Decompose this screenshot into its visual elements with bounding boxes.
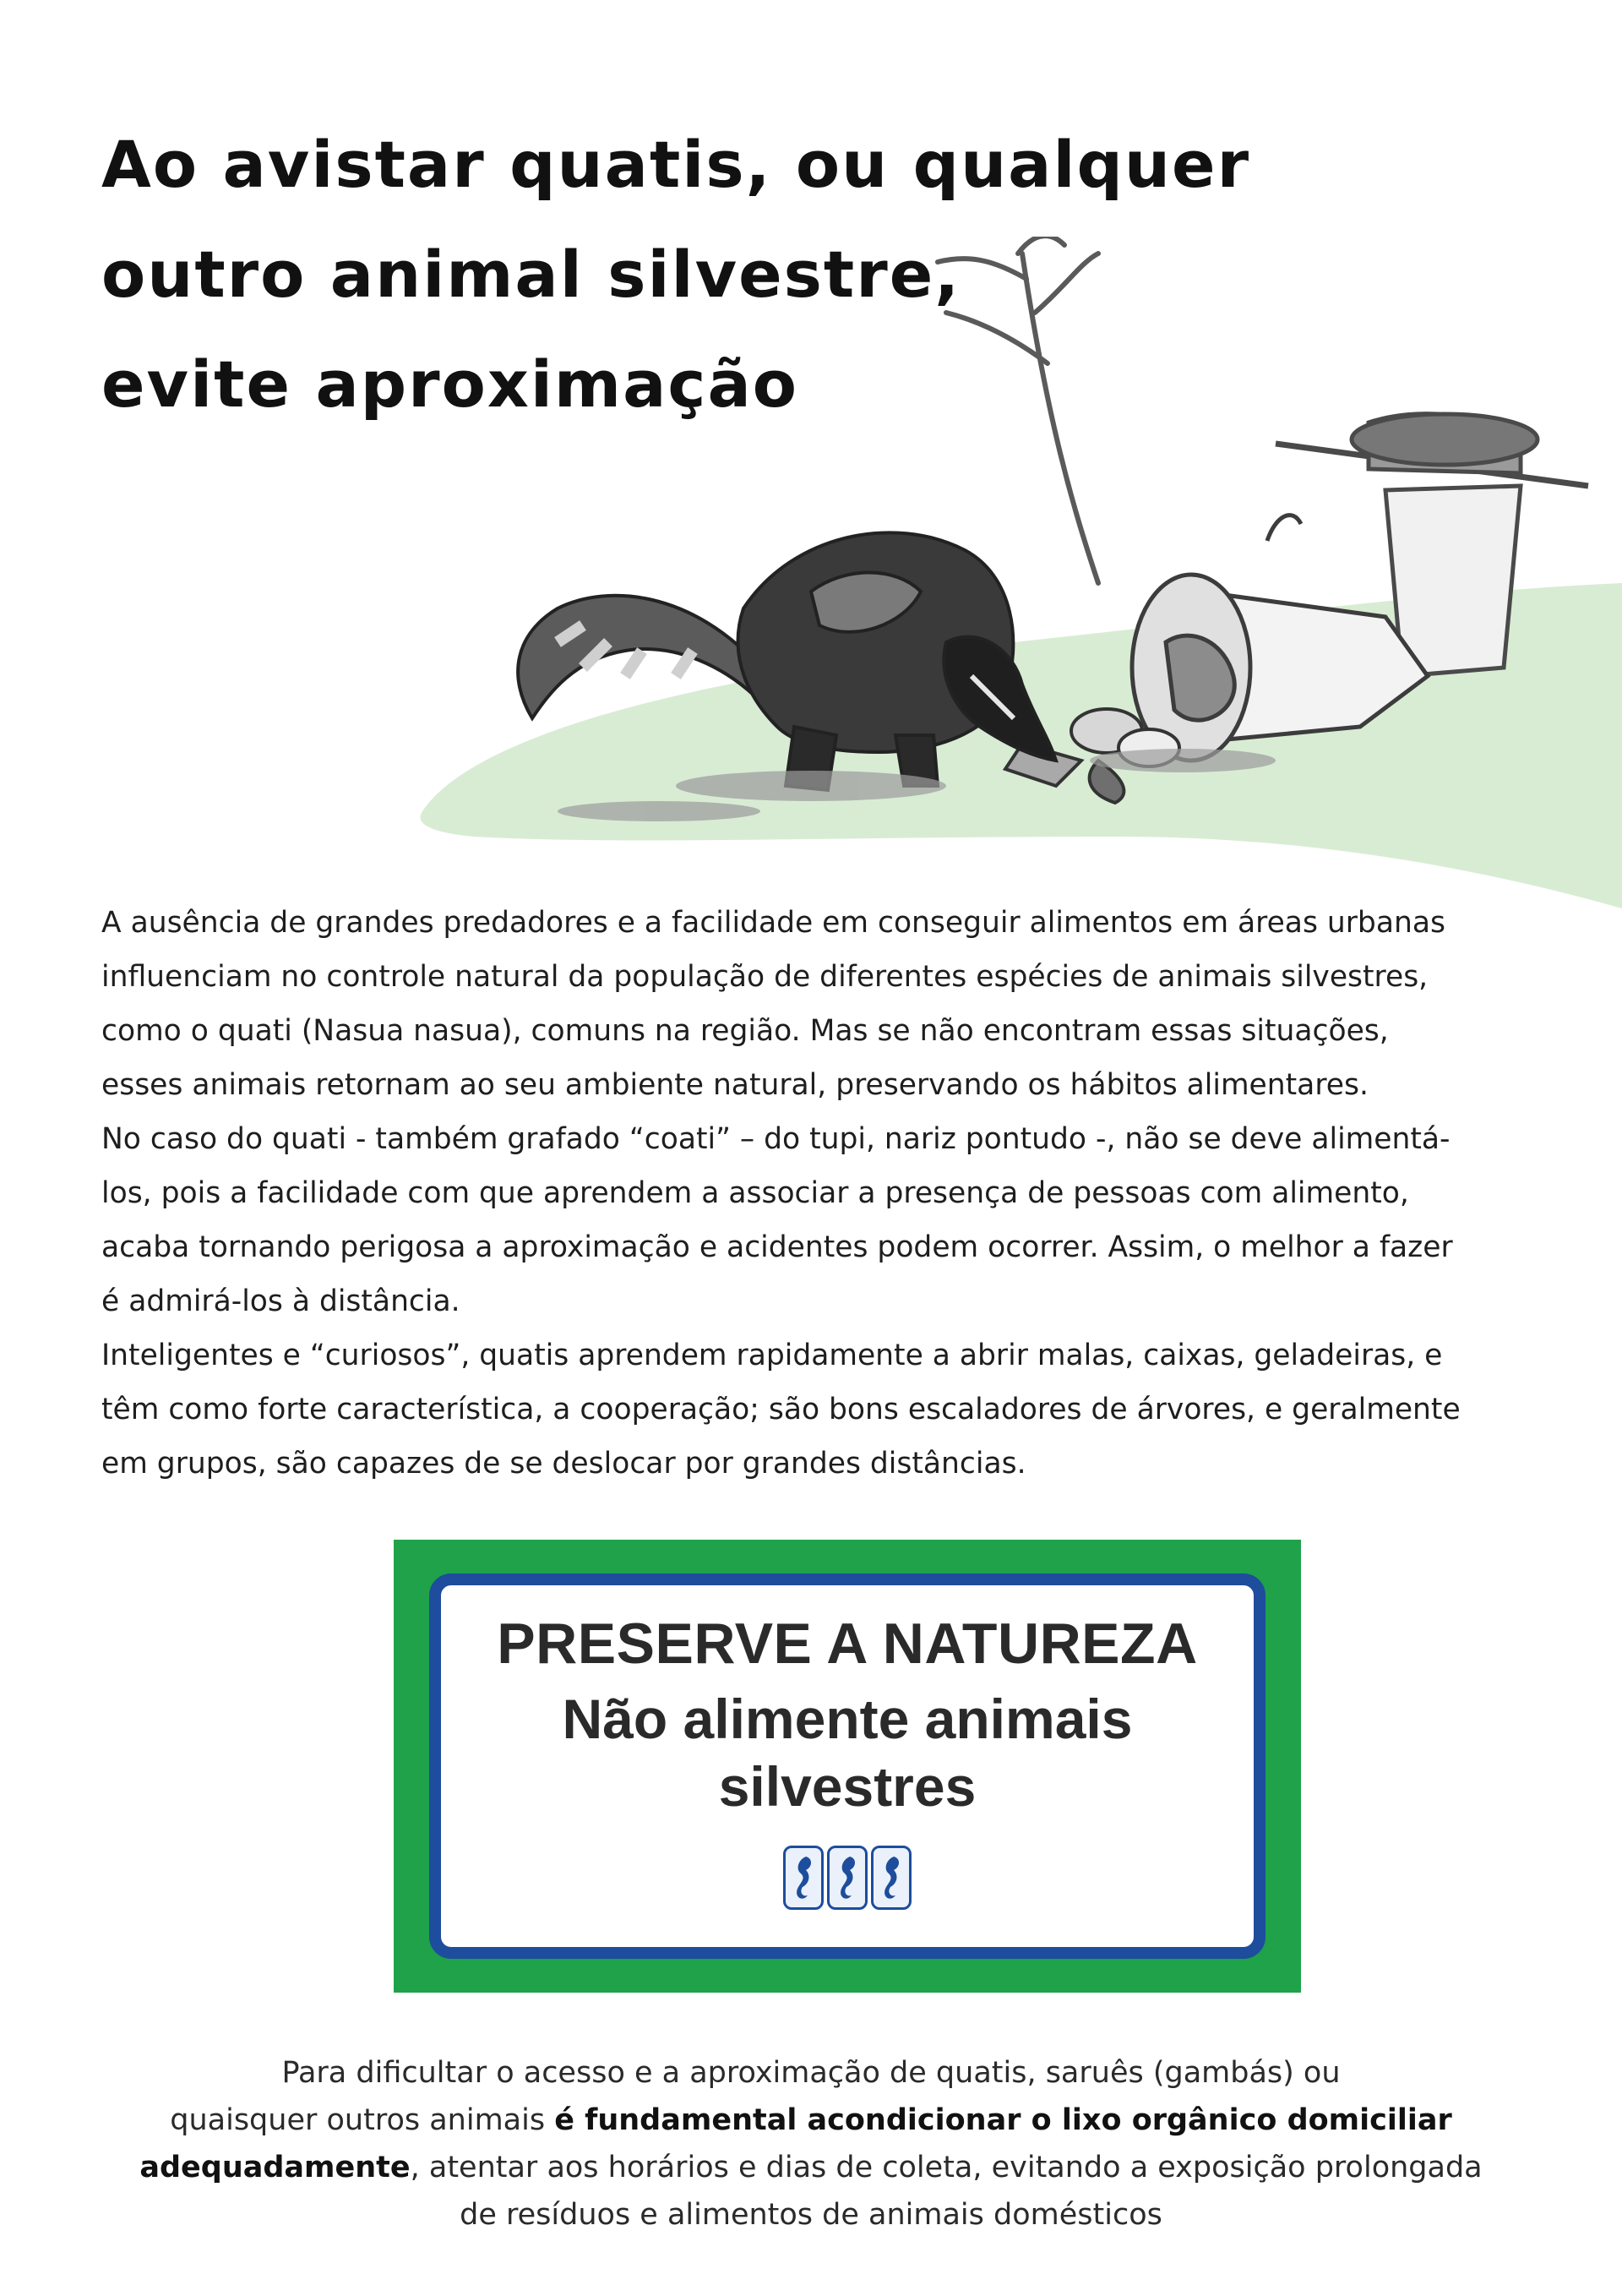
- preserve-nature-sign: [394, 1540, 1301, 1993]
- seahorse-icon: [871, 1846, 912, 1910]
- sign-subtitle-line-1: Não alimente animais: [562, 1688, 1133, 1750]
- sign-subtitle-line-2: silvestres: [718, 1755, 977, 1818]
- body-line: Inteligentes e “curiosos”, quatis aprendem rapidamente a abrir malas, caixas, geladeiras, e: [101, 1339, 1443, 1372]
- headline-line-1: Ao avistar quatis, ou qualquer: [101, 127, 1251, 202]
- body-line: como o quati (Nasua nasua), comuns na região. Mas se não encontram essas situações,: [101, 1014, 1389, 1048]
- body-line: los, pois a facilidade com que aprendem a associar a presença de pessoas com alimento,: [101, 1176, 1409, 1210]
- body-line: esses animais retornam ao seu ambiente natural, preservando os hábitos alimentares.: [101, 1068, 1369, 1102]
- seahorse-icon: [827, 1846, 868, 1910]
- sign-inner-panel: [429, 1573, 1265, 1959]
- sign-title: PRESERVE A NATUREZA: [497, 1612, 1198, 1676]
- sign-subtitle: [563, 1685, 1133, 1820]
- seahorse-icon: [783, 1846, 824, 1910]
- footer-line-3: [110, 2144, 1512, 2191]
- footer-text: [110, 2049, 1512, 2239]
- body-line: têm como forte característica, a cooperação; são bons escaladores de árvores, e geralmente: [101, 1393, 1461, 1426]
- body-line: No caso do quati - também grafado “coati” – do tupi, nariz pontudo -, não se deve alimentá-: [101, 1122, 1451, 1156]
- headline-line-2: outro animal silvestre,: [101, 237, 961, 312]
- body-line: em grupos, são capazes de se deslocar por grandes distâncias.: [101, 1447, 1026, 1481]
- body-line: A ausência de grandes predadores e a facilidade em conseguir alimentos em áreas urbanas: [101, 906, 1445, 940]
- footer-line-2-bold: é fundamental acondicionar o lixo orgânico domiciliar: [554, 2103, 1452, 2137]
- sign-logos: [783, 1846, 912, 1910]
- footer-line-1: Para dificultar o acesso e a aproximação de quatis, saruês (gambás) ou: [281, 2056, 1341, 2090]
- body-line: influenciam no controle natural da população de diferentes espécies de animais silvestres,: [101, 960, 1429, 994]
- sapling: [938, 237, 1098, 583]
- headline-line-3: evite aproximação: [101, 346, 798, 422]
- footer-line-2-plain: quaisquer outros animais: [170, 2103, 555, 2137]
- body-line: acaba tornando perigosa a aproximação e acidentes podem ocorrer. Assim, o melhor a fazer: [101, 1230, 1453, 1264]
- footer-line-3-bold: adequadamente: [139, 2151, 411, 2184]
- body-text: [101, 896, 1538, 1491]
- footer-line-4: de resíduos e alimentos de animais domésticos: [460, 2198, 1162, 2232]
- body-line: é admirá-los à distância.: [101, 1284, 460, 1318]
- coati-trash-illustration: [0, 237, 1622, 930]
- footer-line-2: [110, 2097, 1512, 2144]
- footer-line-3-plain: , atentar aos horários e dias de coleta, evitando a exposição prolongada: [410, 2151, 1483, 2184]
